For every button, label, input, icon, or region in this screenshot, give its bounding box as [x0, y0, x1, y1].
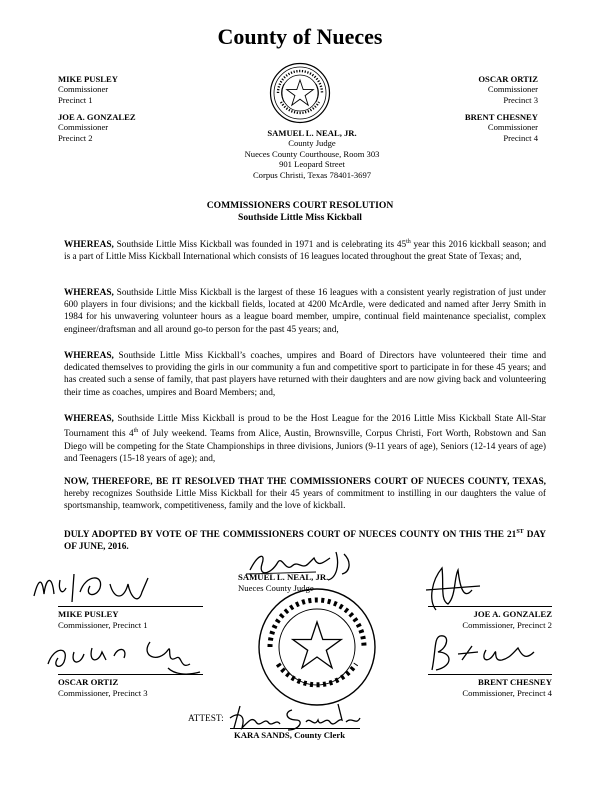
judge-address-line: 901 Leopard Street [279, 159, 345, 170]
commissioner-precinct: Precinct 3 [503, 94, 538, 105]
county-seal-icon [269, 62, 331, 124]
signer-name: MIKE PUSLEY [58, 609, 119, 619]
signature-line [58, 606, 203, 607]
signer-name: SAMUEL L. NEAL, JR. [238, 572, 329, 582]
commissioner-role: Commissioner [58, 122, 109, 133]
signature-block-chesney [428, 677, 552, 698]
signature-block-pusley [58, 609, 148, 630]
header-commissioner-precinct-3 [478, 74, 538, 105]
superscript: ST [516, 529, 524, 535]
commissioner-name: JOE A. GONZALEZ [58, 112, 136, 122]
attest-label: ATTEST: [188, 714, 224, 724]
signer-title: Commissioner, Precinct 4 [462, 687, 552, 698]
whereas-label: WHEREAS, [64, 240, 114, 251]
page-title: County of Nueces [217, 24, 383, 49]
commissioner-name: BRENT CHESNEY [464, 112, 538, 122]
signer-title: Nueces County Judge [238, 582, 314, 593]
whereas-paragraph-1 [64, 236, 546, 264]
chesney-signature-icon [422, 630, 542, 680]
paragraph-text: Southside Little Miss Kickball was founded in 1971 and is celebrating its 45 [113, 240, 407, 251]
resolution-title: COMMISSIONERS COURT RESOLUTION [206, 200, 394, 211]
header-commissioner-precinct-4 [465, 112, 538, 143]
signature-block-ortiz [58, 677, 148, 698]
signer-title: Commissioner, Precinct 1 [58, 619, 148, 630]
judge-address-line: Corpus Christi, Texas 78401-3697 [252, 169, 372, 180]
resolution-heading [0, 200, 600, 223]
clerk-name: KARA SANDS, County Clerk [234, 730, 346, 740]
judge-header [212, 128, 412, 180]
paragraph-text: Southside Little Miss Kickball’s coaches, umpires and Board of Directors have volunteered their time and dedicated themselves to providing the girls in our community a fun and competitive sport to participate in for these 45 years; and has created such a sense of family, that past players have returned with their daughters and are now giving back and volunteering their time as coaches, umpires and Board Members; and, [64, 351, 546, 398]
superscript: th [406, 239, 411, 245]
commissioner-precinct: Precinct 1 [58, 94, 93, 105]
whereas-label: WHEREAS, [64, 414, 114, 424]
adopted-text: DAY OF JUNE, 2016. [64, 530, 546, 553]
commissioners-court-seal-icon [256, 586, 378, 708]
resolution-subtitle: Southside Little Miss Kickball [238, 211, 362, 223]
header-commissioner-precinct-2 [58, 112, 136, 143]
gonzalez-signature-icon [418, 560, 488, 616]
commissioner-precinct: Precinct 2 [58, 132, 93, 143]
paragraph-text: hereby recognizes Southside Little Miss Kickball for their 45 years of commitment to instilling in our daughters the value of sportsmanship, teamwork, competitiveness, family and the love of kickball. [64, 489, 546, 512]
adopted-text: DULY ADOPTED BY VOTE OF THE COMMISSIONERS COURT OF NUECES COUNTY ON THIS THE 21 [64, 530, 517, 541]
judge-name: SAMUEL L. NEAL, JR. [267, 128, 357, 138]
signature-line [428, 674, 552, 675]
signature-line [58, 674, 203, 675]
whereas-label: WHEREAS, [64, 351, 114, 361]
commissioner-name: OSCAR ORTIZ [478, 74, 538, 84]
paragraph-text: of July weekend. Teams from Alice, Austin, Brownsville, Corpus Christi, Fort Worth, Robstown and San Diego will be competing for the State Championships in three divisions, Juniors (9-11 years of age), Seniors (12-14 years of age) and Teenagers (15-18 years of age); and, [64, 429, 546, 464]
header-commissioner-precinct-1 [58, 74, 118, 105]
signature-line [230, 728, 360, 729]
paragraph-text: year this 2016 kickball season; and is a part of Little Miss Kickball International which consists of 16 leagues located throughout the great State of Texas; and, [64, 240, 546, 263]
paragraph-text: Southside Little Miss Kickball is the largest of these 16 leagues with a consistent yearly registration of just under 600 players in four divisions; and the kickball fields, located at 4200 McArdle, were dedicated and named after Jerry Smith in 1984 for his unwavering volunteer hours as a league board member, umpire, continual field maintenance specialist, complex engineer/draftsman and all around go-to person for the past 45 years; and, [64, 288, 546, 335]
signer-name: BRENT CHESNEY [478, 677, 552, 687]
signer-name: JOE A. GONZALEZ [473, 609, 552, 619]
whereas-paragraph-2 [64, 287, 546, 336]
whereas-paragraph-4 [64, 413, 546, 465]
commissioner-role: Commissioner [487, 122, 538, 133]
commissioner-precinct: Precinct 4 [503, 132, 538, 143]
resolved-paragraph [64, 476, 546, 513]
whereas-label: WHEREAS, [64, 288, 114, 298]
judge-title: County Judge [288, 138, 336, 149]
signer-title: Commissioner, Precinct 3 [58, 687, 148, 698]
judge-address-line: Nueces County Courthouse, Room 303 [244, 148, 380, 159]
pusley-signature-icon [30, 566, 180, 610]
superscript: th [133, 428, 139, 435]
commissioner-role: Commissioner [487, 84, 538, 95]
signature-block-clerk [234, 730, 345, 741]
signer-name: OSCAR ORTIZ [58, 677, 119, 687]
resolved-label: NOW, THEREFORE, BE IT RESOLVED THAT THE COMMISSIONERS COURT OF NUECES COUNTY, TEXAS, [64, 477, 546, 487]
signer-title: Commissioner, Precinct 2 [462, 619, 552, 630]
commissioner-name: MIKE PUSLEY [58, 74, 118, 84]
signature-block-gonzalez [428, 609, 552, 630]
whereas-paragraph-3 [64, 350, 546, 399]
signature-line [428, 606, 552, 607]
commissioner-role: Commissioner [58, 84, 109, 95]
paragraph-text: Southside Little Miss Kickball is proud to be the Host League for the 2016 Little Miss Kickball State All-Star Tournament this 4 [64, 414, 546, 440]
